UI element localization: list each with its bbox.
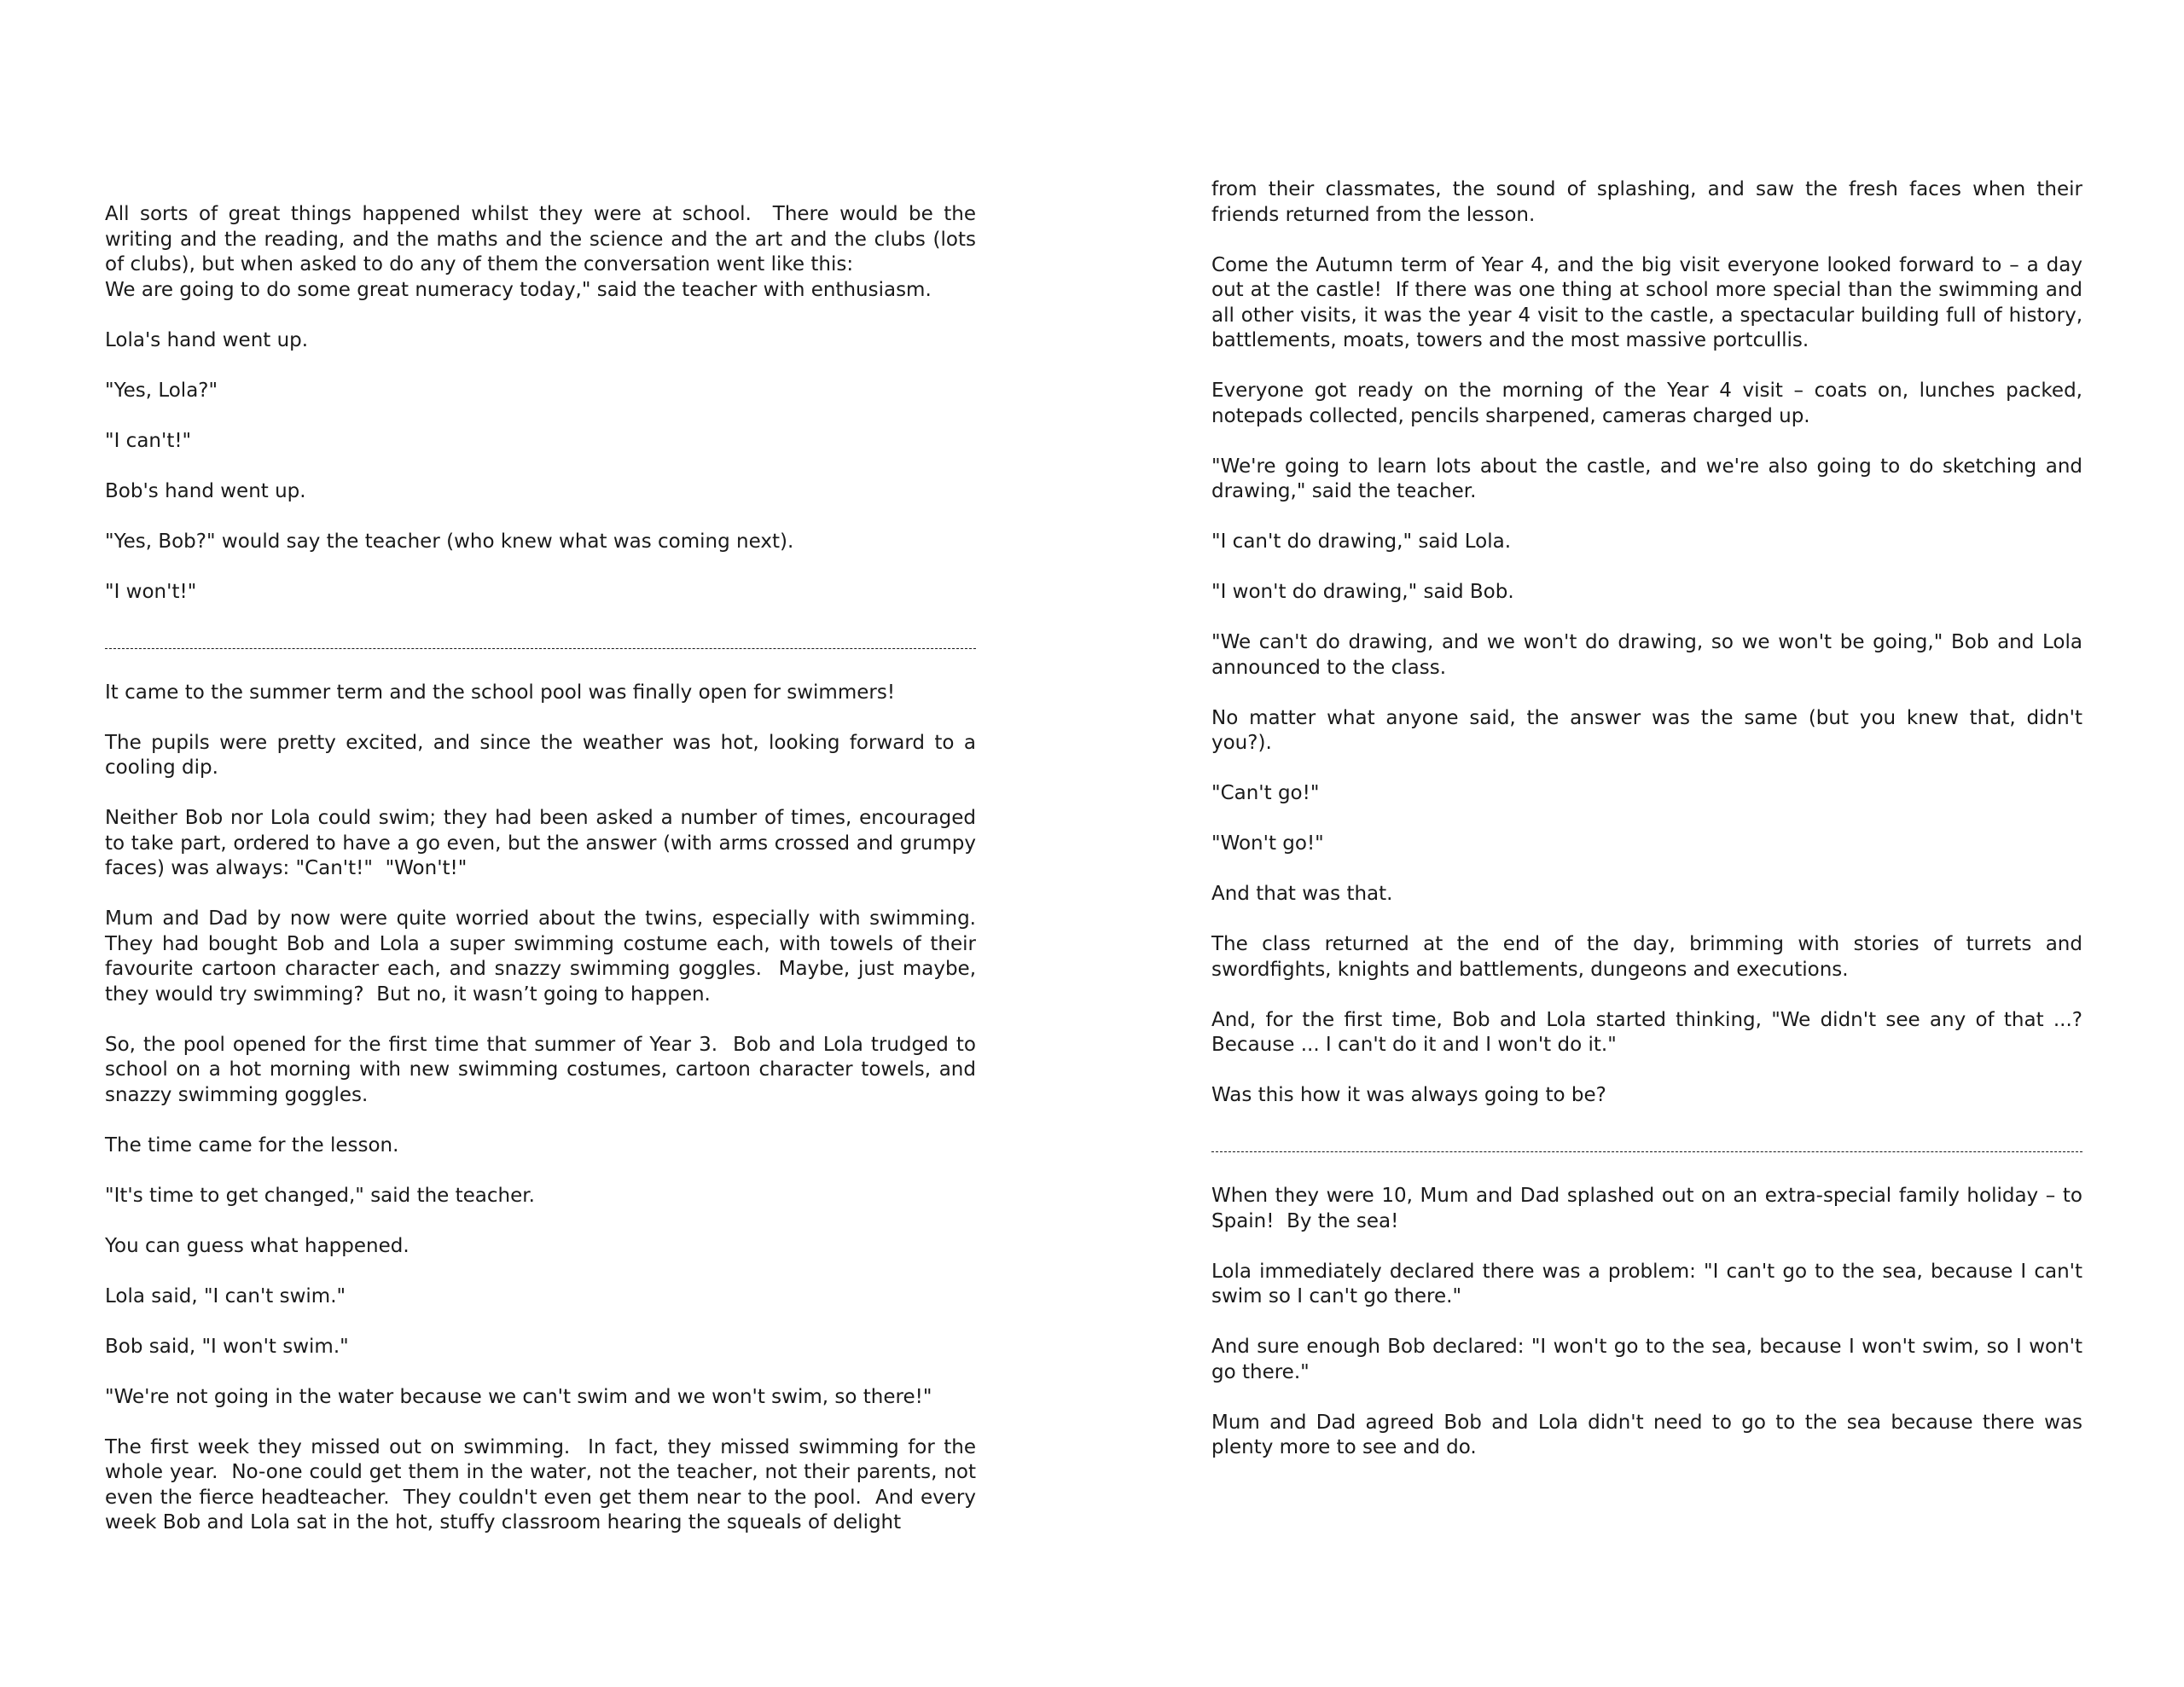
paragraph: All sorts of great things happened whilst they were at school. There would be the writing and the reading, and the maths and the science and the art and the clubs (lots of clubs), but when asked to do any of them the conversation went like this: bbox=[105, 203, 983, 275]
paragraph: The class returned at the end of the day, brimming with stories of turrets and swordfights, knights and battlements, dungeons and executions. bbox=[1211, 933, 2089, 981]
paragraph: "We're not going in the water because we can't swim and we won't swim, so there!" bbox=[105, 1385, 932, 1408]
paragraph: "Won't go!" bbox=[1211, 832, 1324, 855]
paragraph: So, the pool opened for the first time that summer of Year 3. Bob and Lola trudged to school on a hot morning with new swimming costumes, cartoon character towels, and snazzy swimming goggles. bbox=[105, 1033, 983, 1106]
paragraph: "I won't do drawing," said Bob. bbox=[1211, 581, 1514, 603]
paragraph: "I can't!" bbox=[105, 429, 192, 452]
paragraph: "Can't go!" bbox=[1211, 782, 1320, 804]
paragraph: "I won't!" bbox=[105, 580, 197, 603]
paragraph: Come the Autumn term of Year 4, and the big visit everyone looked forward to – a day out at the castle! If there was one thing at school more special than the swimming and all other visits, it was the year 4 visit to the castle, a spectacular building full of history, battlements, moats, towers and the most massive portcullis. bbox=[1211, 253, 2089, 351]
paragraph: Everyone got ready on the morning of the Year 4 visit – coats on, lunches packed, notepads collected, pencils sharpened, cameras charged up. bbox=[1211, 380, 2089, 427]
paragraph: Lola immediately declared there was a problem: "I can't go to the sea, because I can't swim so I can't go there." bbox=[1211, 1260, 2089, 1307]
paragraph: We are going to do some great numeracy today," said the teacher with enthusiasm. bbox=[105, 278, 932, 301]
paragraph: Mum and Dad agreed Bob and Lola didn't need to go to the sea because there was plenty more to see and do. bbox=[1211, 1411, 2089, 1458]
paragraph: "It's time to get changed," said the teacher. bbox=[105, 1184, 535, 1207]
paragraph: No matter what anyone said, the answer was the same (but you knew that, didn't you?). bbox=[1211, 706, 2089, 754]
paragraph: And sure enough Bob declared: "I won't go to the sea, because I won't swim, so I won't go there." bbox=[1211, 1336, 2089, 1383]
paragraph: You can guess what happened. bbox=[105, 1234, 410, 1257]
paragraph: Mum and Dad by now were quite worried about the twins, especially with swimming. They had bought Bob and Lola a super swimming costume each, with towels of their favourite cartoon character each, and snazzy swimming goggles. Maybe, just maybe, they would try swimming? But no, it wasn’t going to happen. bbox=[105, 907, 989, 1006]
right-column bbox=[1211, 177, 2095, 1461]
paragraph: Neither Bob nor Lola could swim; they had been asked a number of times, encouraged to take part, ordered to have a go even, but the answer (with arms crossed and grumpy faces) was always: "Can't!" "Won't!" bbox=[105, 807, 983, 879]
paragraph: Lola's hand went up. bbox=[105, 328, 309, 351]
paragraph: The first week they missed out on swimming. In fact, they missed swimming for the whole year. No-one could get them in the water, not the teacher, not their parents, not even the fierce headteacher. They couldn't even get them near to the pool. And every week Bob and Lola sat in the hot, stuffy classroom hearing the squeals of delight bbox=[105, 1435, 983, 1533]
section-divider bbox=[105, 630, 976, 656]
paragraph: "We can't do drawing, and we won't do drawing, so we won't be going," Bob and Lola announced to the class. bbox=[1211, 631, 2089, 679]
paragraph: Lola said, "I can't swim." bbox=[105, 1284, 346, 1307]
paragraph: The pupils were pretty excited, and since the weather was hot, looking forward to a cooling dip. bbox=[105, 731, 983, 779]
paragraph: Was this how it was always going to be? bbox=[1211, 1084, 1606, 1106]
section-divider bbox=[1211, 1133, 2082, 1159]
paragraph: And that was that. bbox=[1211, 883, 1393, 905]
paragraph: from their classmates, the sound of splashing, and saw the fresh faces when their friends returned from the lesson. bbox=[1211, 178, 2089, 226]
paragraph: Bob said, "I won't swim." bbox=[105, 1335, 349, 1358]
left-column bbox=[105, 202, 989, 1536]
paragraph: When they were 10, Mum and Dad splashed out on an extra-special family holiday – to Spain! By the sea! bbox=[1211, 1185, 2089, 1232]
paragraph: "Yes, Lola?" bbox=[105, 379, 218, 402]
paragraph: "Yes, Bob?" would say the teacher (who knew what was coming next). bbox=[105, 530, 794, 553]
paragraph: "I can't do drawing," said Lola. bbox=[1211, 530, 1512, 553]
paragraph: It came to the summer term and the school pool was finally open for swimmers! bbox=[105, 681, 896, 704]
paragraph: Bob's hand went up. bbox=[105, 479, 306, 502]
paragraph: "We're going to learn lots about the castle, and we're also going to do sketching and drawing," said the teacher. bbox=[1211, 455, 2089, 502]
paragraph: The time came for the lesson. bbox=[105, 1133, 399, 1157]
paragraph: And, for the first time, Bob and Lola started thinking, "We didn't see any of that ...? Because ... I can't do it and I won't do it." bbox=[1211, 1008, 2095, 1056]
